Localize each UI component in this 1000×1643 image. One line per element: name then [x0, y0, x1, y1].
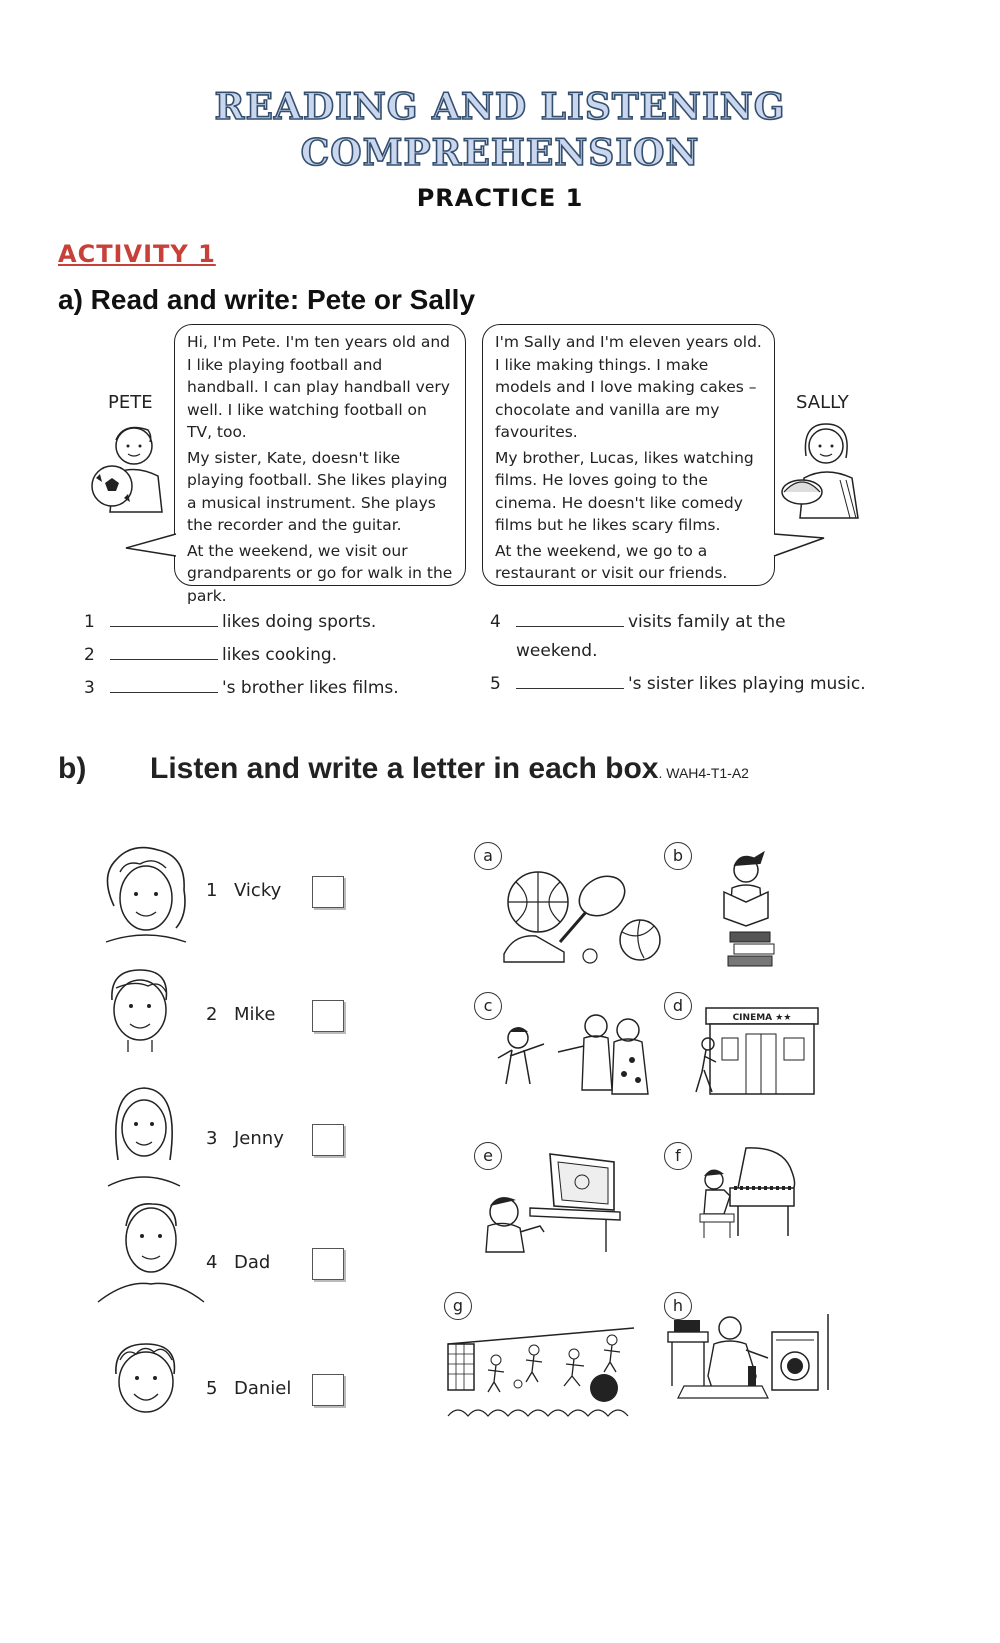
- person-row-vicky: [90, 846, 370, 956]
- picture-c-grandparents: [474, 992, 664, 1132]
- question-4: [490, 612, 786, 632]
- question-number: 2: [84, 645, 95, 665]
- sports-equipment-icon: [494, 862, 664, 972]
- person-row-daniel: [90, 1344, 370, 1454]
- person-label: [206, 1252, 270, 1273]
- question-number: 1: [84, 612, 95, 632]
- football-match-icon: [444, 1310, 640, 1422]
- person-number: 3: [206, 1128, 218, 1149]
- question-1: [84, 612, 376, 632]
- person-number: 4: [206, 1252, 218, 1273]
- person-number: 1: [206, 880, 218, 901]
- answer-box-jenny[interactable]: [312, 1124, 344, 1156]
- sally-label: SALLY: [796, 392, 849, 413]
- doing-housework-icon: [664, 1306, 840, 1406]
- picture-f-piano: [664, 1142, 854, 1282]
- mike-face-icon: [100, 966, 180, 1056]
- picture-letter: a: [474, 842, 502, 870]
- pete-label: PETE: [108, 392, 153, 413]
- cinema-sign: CINEMA ★★: [732, 1013, 792, 1023]
- sally-paragraph-2: My brother, Lucas, likes watching films. He loves going to the cinema. He doesn't like comedy films but he likes scary films.: [495, 448, 754, 534]
- person-label: [206, 1378, 291, 1399]
- title-line-1: READING AND LISTENING: [214, 86, 786, 128]
- person-label: [206, 880, 281, 901]
- pete-paragraph-3: At the weekend, we visit our grandparents or go for walk in the park.: [187, 541, 453, 605]
- answer-blank-4[interactable]: [516, 612, 624, 627]
- pete-bubble-tail: [124, 532, 178, 562]
- pete-speech-bubble: [174, 324, 466, 605]
- section-b-letter: b): [58, 752, 87, 785]
- picture-a-sports: [474, 842, 664, 982]
- person-name: Jenny: [234, 1128, 284, 1149]
- section-a-heading: a) Read and write: Pete or Sally: [58, 284, 476, 315]
- cinema-building-icon: [694, 1004, 820, 1104]
- answer-box-daniel[interactable]: [312, 1374, 344, 1406]
- question-text: 's brother likes films.: [222, 678, 399, 698]
- answer-blank-2[interactable]: [110, 645, 218, 660]
- person-name: Daniel: [234, 1378, 292, 1399]
- question-number: 3: [84, 678, 95, 698]
- picture-g-football-match: [444, 1292, 634, 1432]
- question-2: [84, 645, 337, 665]
- person-row-mike: [90, 970, 370, 1080]
- girl-reading-icon: [710, 848, 800, 972]
- sally-bubble-tail: [772, 532, 826, 562]
- person-number: 2: [206, 1004, 218, 1025]
- picture-letter: f: [664, 1142, 692, 1170]
- section-b-heading-text: Listen and write a letter in each box: [150, 752, 659, 785]
- person-name: Vicky: [234, 880, 282, 901]
- answer-box-dad[interactable]: [312, 1248, 344, 1280]
- answer-box-vicky[interactable]: [312, 876, 344, 908]
- question-number: 4: [490, 612, 501, 632]
- answer-box-mike[interactable]: [312, 1000, 344, 1032]
- question-4-continued: [516, 641, 598, 661]
- question-5: [490, 674, 866, 694]
- question-text: likes cooking.: [222, 645, 338, 665]
- girl-playing-piano-icon: [694, 1142, 804, 1242]
- picture-letter: g: [444, 1292, 472, 1320]
- answer-blank-3[interactable]: [110, 678, 218, 693]
- vicky-face-icon: [96, 846, 192, 946]
- person-row-dad: [90, 1218, 370, 1328]
- answer-blank-5[interactable]: [516, 674, 624, 689]
- picture-letter: b: [664, 842, 692, 870]
- sally-illustration: [780, 416, 866, 522]
- picture-letter: c: [474, 992, 502, 1020]
- picture-letter: h: [664, 1292, 692, 1320]
- jenny-face-icon: [104, 1080, 184, 1190]
- dad-face-icon: [96, 1196, 206, 1306]
- question-text: weekend.: [516, 641, 598, 661]
- person-number: 5: [206, 1378, 218, 1399]
- sally-speech-bubble: [482, 324, 775, 586]
- watching-tv-icon: [474, 1148, 624, 1258]
- activity-heading: ACTIVITY 1: [58, 240, 216, 268]
- question-number: 5: [490, 674, 501, 694]
- practice-label: PRACTICE 1: [416, 184, 584, 212]
- sally-paragraph-3: At the weekend, we go to a restaurant or visit our friends.: [495, 541, 728, 582]
- title-line-2: COMPREHENSION: [300, 132, 700, 174]
- person-name: Dad: [234, 1252, 271, 1273]
- picture-d-cinema: [664, 992, 854, 1132]
- daniel-face-icon: [106, 1340, 186, 1424]
- person-name: Mike: [234, 1004, 276, 1025]
- pete-paragraph-1: Hi, I'm Pete. I'm ten years old and I like playing football and handball. I can play handball very well. I like watching football on TV, too.: [187, 333, 450, 441]
- visiting-grandparents-icon: [492, 1004, 660, 1104]
- question-text: likes doing sports.: [222, 612, 377, 632]
- picture-letter: e: [474, 1142, 502, 1170]
- question-text: 's sister likes playing music.: [628, 674, 866, 694]
- question-text: visits family at the: [628, 612, 786, 632]
- pete-illustration: [86, 416, 166, 516]
- pete-paragraph-2: My sister, Kate, doesn't like playing football. She likes playing a musical instrument. She plays the recorder and the guitar.: [187, 448, 448, 534]
- section-b-heading: [150, 752, 749, 786]
- question-3: [84, 678, 399, 698]
- sally-paragraph-1: I'm Sally and I'm eleven years old. I like making things. I make models and I love making cakes – chocolate and vanilla are my favourites.: [495, 333, 762, 441]
- picture-letter: d: [664, 992, 692, 1020]
- picture-e-television: [474, 1142, 664, 1282]
- person-label: [206, 1128, 284, 1149]
- person-label: [206, 1004, 275, 1025]
- picture-h-housework: [664, 1292, 854, 1432]
- audio-code: . WAH4-T1-A2: [658, 765, 749, 781]
- picture-b-reading: [664, 842, 854, 982]
- answer-blank-1[interactable]: [110, 612, 218, 627]
- person-row-jenny: [90, 1094, 370, 1204]
